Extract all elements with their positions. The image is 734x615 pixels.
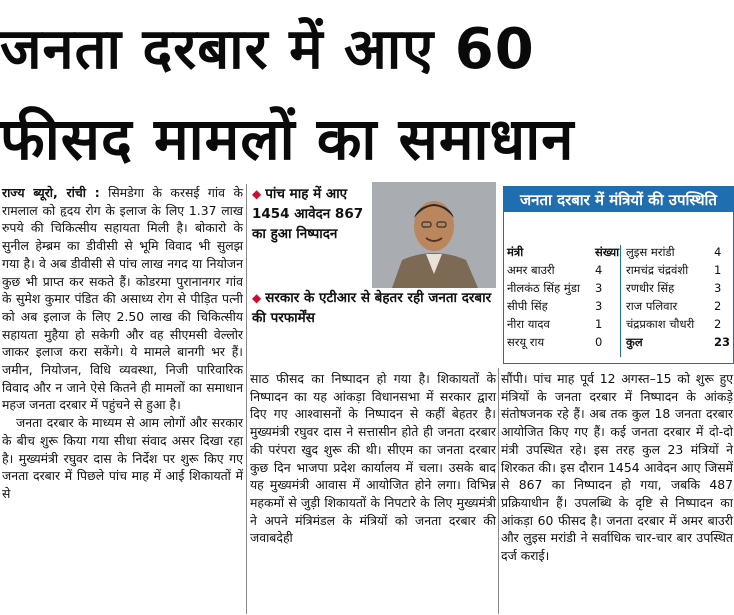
- column-divider: [246, 184, 247, 614]
- attendance-count: 1: [714, 263, 722, 277]
- attendance-count: 3: [595, 281, 603, 295]
- article-column-3: साठ फीसद का निष्पादन हो गया है। शिकायतों के निष्पादन का यह आंकड़ा विधानसभा में सरकार द्वारा दिए गए आश्वासनों के निष्पादन से कहीं बेहतर है। मुख्यमंत्री रघुवर दास ने सत्तासीन होते ही जनता दरबार की परंपरा खुद शुरू की थी। सीएम का जनता दरबार कुछ दिन भाजपा प्रदेश कार्यालय में चला। उसके बाद यह मुख्यमंत्री आवास में आयोजित होने लगा। विभिन्न महकमों से जुड़ी शिकायतों के निपटारे के लिए मुख्यमंत्री ने अपने मंत्रिमंडल के मंत्रियों को जनता दरबार की जवाबदेही: [250, 371, 496, 546]
- attendance-table-right: [626, 243, 734, 351]
- minister-name: चंद्रप्रकाश चौधरी: [626, 317, 695, 331]
- table-row: [626, 333, 734, 351]
- diamond-bullet-icon: ◆: [252, 187, 262, 201]
- table-row: [626, 279, 734, 297]
- table-row: [626, 297, 734, 315]
- minister-name: लुइस मरांडी: [626, 245, 675, 259]
- minister-name: अमर बाउरी: [507, 263, 555, 277]
- attendance-table-left: [507, 243, 619, 351]
- attendance-count: 4: [714, 245, 722, 259]
- paragraph: [2, 184, 243, 414]
- minister-name: राज पलिवार: [626, 299, 678, 313]
- box-title: जनता दरबार में मंत्रियों की उपस्थिति: [504, 187, 733, 212]
- table-row: [507, 279, 619, 297]
- table-row: [507, 297, 619, 315]
- table-row: [507, 315, 619, 333]
- highlight-bullet-1: [252, 184, 370, 244]
- paragraph: जनता दरबार के माध्यम से आम लोगों और सरकार के बीच शुरू किया गया सीधा संवाद असर दिखा रहा है। मुख्यमंत्री रघुवर दास के निर्देश पर शुरू किए गए जनता दरबार में पिछले पांच माह में आई शिकायतों में से: [2, 415, 243, 501]
- table-header-row: [507, 243, 619, 261]
- diamond-bullet-icon: ◆: [252, 291, 262, 305]
- minister-name: कुल: [626, 335, 643, 349]
- minister-name: नीरा यादव: [507, 317, 550, 331]
- attendance-count: 0: [595, 335, 603, 349]
- headline-line-2: फीसद मामलों का समाधान: [0, 105, 575, 173]
- minister-attendance-box: [503, 186, 734, 364]
- minister-name: सरयू राय: [507, 335, 545, 349]
- article-column-1: [2, 184, 243, 503]
- minister-name: रामचंद्र चंद्रवंशी: [626, 263, 689, 277]
- attendance-count: 3: [595, 299, 603, 313]
- paragraph-text: सिमडेगा के करसई गांव के रामलाल को हृदय रोग के इलाज के लिए 1.37 लाख रुपये की चिकित्सीय सहायता मिली है। बोकारो के सुनील हेम्ब्रम का डीवीसी से भूमि विवाद भी सुलझ गया है। वे अब डीवीसी से पांच लाख नगद या नियोजन कुछ भी प्राप्त कर सकते हैं। कोडरमा पुरानानगर गांव के सुमेश कुमार पंडित की असाध्य रोग से पीड़ित पत्नी को अब इलाज के लिए 2.50 लाख की चिकित्सीय सहायता मुहैया हो सकेगी और वह सीएमसी वेल्लोर जाकर इलाज करा सकेंगे। ये मामले बानगी भर हैं। जमीन, नियोजन, विधि व्यवस्था, निजी पारिवारिक विवाद और न जाने ऐसे कितने ही मामलों का समाधान महज जनता दरबार में पहुंचने से हुआ है।: [2, 185, 243, 413]
- table-row: [626, 243, 734, 261]
- highlight-bullet-2: [252, 288, 497, 328]
- minister-name: नीलकंठ सिंह मुंडा: [507, 281, 580, 295]
- attendance-count: 3: [714, 281, 722, 295]
- minister-name: रणधीर सिंह: [626, 281, 675, 295]
- portrait-photo: [372, 182, 496, 288]
- table-row: [626, 315, 734, 333]
- minister-name: मंत्री: [507, 245, 524, 259]
- bullet-text: पांच माह में आए 1454 आवेदन 867 का हुआ निष्पादन: [252, 186, 364, 242]
- box-divider: [620, 245, 621, 357]
- attendance-count: 2: [714, 299, 722, 313]
- attendance-count: 2: [714, 317, 722, 331]
- attendance-count: 4: [595, 263, 603, 277]
- bullet-text: सरकार के एटीआर से बेहतर रही जनता दरबार की परफार्मेंस: [252, 290, 492, 326]
- column-divider: [498, 368, 499, 614]
- table-row: [626, 261, 734, 279]
- minister-name: सीपी सिंह: [507, 299, 548, 313]
- headline-line-1: जनता दरबार में आए 60: [0, 17, 535, 82]
- table-row: [507, 261, 619, 279]
- byline: राज्य ब्यूरो, रांची :: [2, 185, 100, 200]
- attendance-count: संख्या: [595, 245, 620, 259]
- table-row: [507, 333, 619, 351]
- article-column-4: सौंपी। पांच माह पूर्व 12 अगस्त–15 को शुरू हुए मंत्रियों के जनता दरबार में निष्पादन के आंकड़े संतोषजनक रहे हैं। अब तक कुल 18 जनता दरबार आयोजित किए गए हैं। कई जनता दरबार में दो-दो मंत्री उपस्थित रहे। इस तरह कुल 23 मंत्रियों ने शिरकत की। इस दौरान 1454 आवेदन आए जिसमें से 867 का निष्पादन हो गया, जबकि 487 प्रक्रियाधीन हैं। उपलब्धि के दृष्टि से निष्पादन का आंकड़ा 60 फीसद है। जनता दरबार में अमर बाउरी और लुइस मरांडी ने सर्वाधिक चार-चार बार उपस्थित दर्ज कराई।: [501, 371, 733, 564]
- attendance-count: 1: [595, 317, 603, 331]
- attendance-count: 23: [714, 335, 731, 349]
